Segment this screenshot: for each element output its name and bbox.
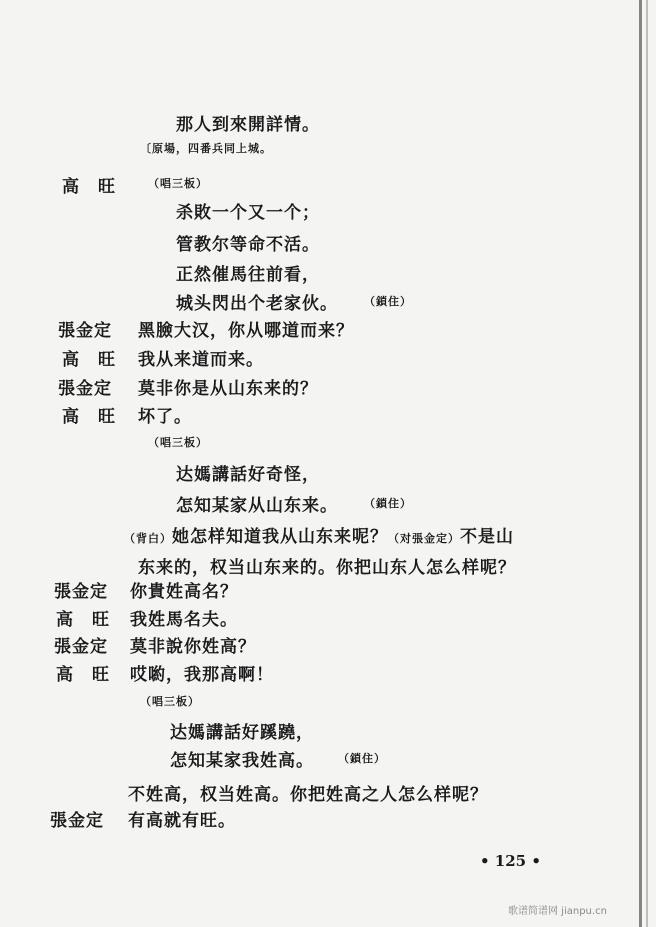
stage-direction: （唱三板） [148,436,208,449]
dialogue-text: 不是山 [460,527,514,547]
speaker-name: 張金定 [54,582,108,602]
dialogue-line: 莫非說你姓高？ [130,637,256,657]
dialogue-line: 怎知某家从山东来。 [176,496,338,516]
speaker-name: 張金定 [58,379,112,399]
binding-edge [639,0,642,927]
dialogue-line: 我姓馬名夫。 [130,610,238,630]
stage-note: （唱三板） [148,177,208,190]
dialogue-line: 城头閃出个老家伙。 [176,294,338,314]
speaker-name: 高 旺 [62,177,116,197]
binding-edge-inner [646,0,648,927]
stage-direction: 〔原場，四番兵同上城。 [140,142,272,155]
speaker-name: 高 旺 [56,610,110,630]
dialogue-line: 坏了。 [138,407,192,427]
dialogue-line: 你貴姓高名？ [130,582,238,602]
speaker-name: 高 旺 [56,665,110,685]
page-number: • 125 • [480,852,541,870]
dialogue-line: 杀敗一个又一个； [176,203,320,223]
dialogue-text: 她怎样知道我从山东来呢？ [172,527,388,547]
stage-line-mixed [124,522,514,547]
dialogue-line: 达媽講話好奇怪， [176,465,320,485]
stage-note: （鎖住） [364,295,412,308]
dialogue-line: 有高就有旺。 [128,811,236,831]
dialogue-line: 哎喲，我那高啊！ [130,665,274,685]
dialogue-line: 怎知某家我姓高。 [170,751,314,771]
stage-direction: （对張金定） [388,532,460,545]
dialogue-line: 莫非你是从山东来的？ [138,379,318,399]
stage-direction: （唱三板） [140,695,200,708]
dialogue-line: 东来的，权当山东来的。你把山东人怎么样呢？ [138,558,516,578]
dialogue-line: 达媽講話好蹊蹺， [170,723,314,743]
speaker-name: 張金定 [58,321,112,341]
dialogue-line: 黑臉大汉，你从哪道而来？ [138,321,354,341]
dialogue-line: 不姓高，权当姓高。你把姓高之人怎么样呢？ [128,785,488,805]
dialogue-line: 正然催馬往前看， [176,265,320,285]
speaker-name: 張金定 [54,637,108,657]
speaker-name: 高 旺 [62,350,116,370]
dialogue-line: 管教尔等命不活。 [176,235,320,255]
stage-direction: （背白） [124,532,172,545]
watermark: 歌谱简谱网 jianpu.cn [508,906,607,917]
speaker-name: 高 旺 [62,407,116,427]
stage-note: （鎖住） [364,497,412,510]
dialogue-line: 那人到來開詳情。 [176,115,320,135]
dialogue-line: 我从来道而来。 [138,350,264,370]
stage-note: （鎖住） [338,752,386,765]
speaker-name: 張金定 [50,811,104,831]
